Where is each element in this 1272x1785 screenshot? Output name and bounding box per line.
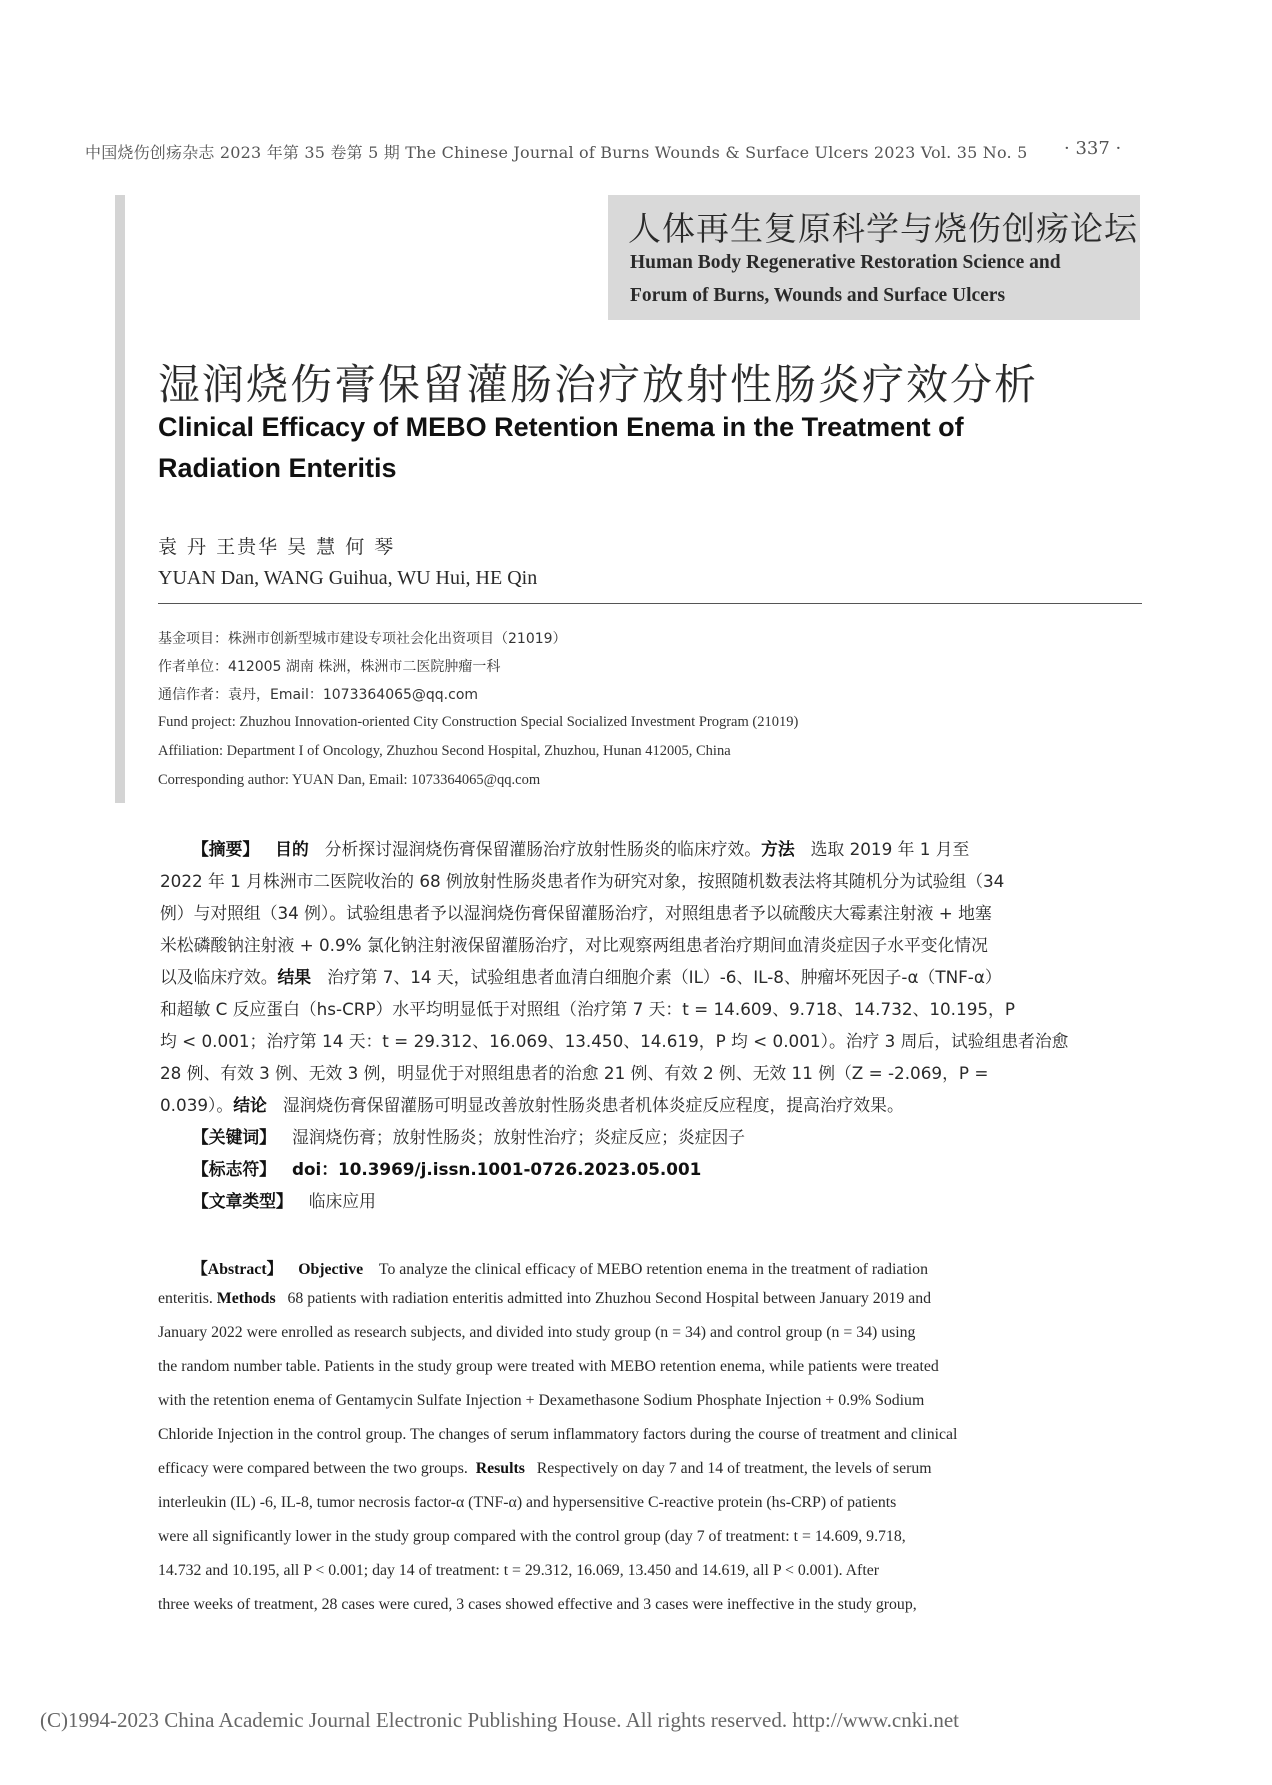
abstract-cn-line: 0.039）。结论 湿润烧伤膏保留灌肠可明显改善放射性肠炎患者机体炎症反应程度，提高治疗效果。 [160, 1095, 904, 1115]
affiliation-en: Affiliation: Department I of Oncology, Zhuzhou Second Hospital, Zhuzhou, Hunan 412005, China [158, 743, 731, 759]
objective-label-cn: 目的 [275, 839, 309, 859]
abstract-en-label: 【Abstract】 [192, 1261, 283, 1278]
abstract-cn-line: 28 例、有效 3 例、无效 3 例，明显优于对照组患者的治愈 21 例、有效 2 例、无效 11 例（Z = -2.069，P = [160, 1063, 989, 1083]
affiliation-cn: 作者单位：412005 湖南 株洲，株洲市二医院肿瘤一科 [158, 659, 501, 675]
keywords-label: 【关键词】 [192, 1127, 276, 1147]
forum-title-cn: 人体再生复原科学与烧伤创疡论坛 [628, 209, 1138, 248]
forum-title-en-line2: Forum of Burns, Wounds and Surface Ulcers [630, 285, 1006, 306]
objective-label-en: Objective [298, 1261, 364, 1278]
results-label-en: Results [475, 1460, 525, 1477]
article-type-label: 【文章类型】 [192, 1191, 293, 1211]
abstract-en-line: were all significantly lower in the study group compared with the control group (day 7 of treatment: t = 14.609, 9.718, [158, 1528, 906, 1545]
article-title-en-line2: Radiation Enteritis [158, 453, 397, 483]
fund-cn: 基金项目：株洲市创新型城市建设专项社会化出资项目（21019） [158, 631, 567, 647]
abstract-cn-line: 米松磷酸钠注射液 + 0.9% 氯化钠注射液保留灌肠治疗，对比观察两组患者治疗期间血清炎症因子水平变化情况 [160, 935, 988, 955]
copyright-footer: (C)1994-2023 China Academic Journal Electronic Publishing House. All rights reserved. http://www.cnki.net [40, 1708, 959, 1732]
abstract-en-line: Chloride Injection in the control group. The changes of serum inflammatory factors during the course of treatment and clinical [158, 1426, 958, 1443]
methods-label-cn: 方法 [761, 839, 795, 859]
abstract-en-line: 14.732 and 10.195, all P < 0.001; day 14 of treatment: t = 29.312, 16.069, 13.450 and 14.619, all P < 0.001). After [158, 1562, 879, 1579]
correspondence-en: Corresponding author: YUAN Dan, Email: 1073364065@qq.com [158, 772, 541, 788]
correspondence-cn: 通信作者：袁丹，Email：1073364065@qq.com [158, 687, 479, 703]
abstract-en-line: three weeks of treatment, 28 cases were cured, 3 cases showed effective and 3 cases were ineffective in the study group, [158, 1596, 917, 1613]
authors-cn: 袁 丹 王贵华 吴 慧 何 琴 [158, 536, 396, 558]
abstract-en-line: efficacy were compared between the two groups. Results Respectively on day 7 and 14 of treatment, the levels of serum [158, 1460, 932, 1477]
article-type-row [192, 1188, 376, 1212]
divider-rule [158, 603, 1142, 604]
doi-value: doi：10.3969/j.issn.1001-0726.2023.05.001 [291, 1159, 702, 1179]
forum-title-en-line1: Human Body Regenerative Restoration Science and [630, 252, 1061, 273]
doi-row [192, 1156, 701, 1180]
abstract-en-line: the random number table. Patients in the study group were treated with MEBO retention enema, while patients were treated [158, 1358, 939, 1375]
abstract-cn-label: 【摘要】 [192, 839, 260, 859]
article-title-cn: 湿润烧伤膏保留灌肠治疗放射性肠炎疗效分析 [158, 360, 1039, 409]
left-margin-bar [115, 195, 125, 803]
abstract-cn-line: 均 < 0.001；治疗第 14 天：t = 29.312、16.069、13.450、14.619，P 均 < 0.001）。治疗 3 周后，试验组患者治愈 [160, 1031, 1069, 1051]
article-type: 临床应用 [308, 1191, 376, 1211]
doi-label: 【标志符】 [192, 1159, 276, 1179]
abstract-en-line: January 2022 were enrolled as research subjects, and divided into study group (n = 34) and control group (n = 34) using [158, 1324, 916, 1341]
abstract-cn-line: 和超敏 C 反应蛋白（hs-CRP）水平均明显低于对照组（治疗第 7 天：t = 14.609、9.718、14.732、10.195，P [160, 999, 1015, 1019]
abstract-cn-line: 例）与对照组（34 例）。试验组患者予以湿润烧伤膏保留灌肠治疗，对照组患者予以硫酸庆大霉素注射液 + 地塞 [160, 903, 992, 923]
abstract-cn-line: 2022 年 1 月株洲市二医院收治的 68 例放射性肠炎患者作为研究对象，按照随机数表法将其随机分为试验组（34 [160, 871, 1005, 891]
abstract-en-line: 【Abstract】 Objective To analyze the clinical efficacy of MEBO retention enema in the treatment of radiation [192, 1261, 928, 1278]
abstract-en-line: enteritis. Methods 68 patients with radiation enteritis admitted into Zhuzhou Second Hospital between January 2019 and [158, 1290, 932, 1307]
running-header: 中国烧伤创疡杂志 2023 年第 35 卷第 5 期 The Chinese Journal of Burns Wounds & Surface Ulcers 2023 Vol. 35 No. 5 [85, 143, 1028, 162]
abstract-en-line: interleukin (IL) -6, IL-8, tumor necrosis factor-α (TNF-α) and hypersensitive C-reactive protein (hs-CRP) of patients [158, 1494, 897, 1511]
page-number: · 337 · [1064, 138, 1122, 159]
keywords: 湿润烧伤膏；放射性肠炎；放射性治疗；炎症反应；炎症因子 [291, 1127, 746, 1147]
fund-en: Fund project: Zhuzhou Innovation-oriented City Construction Special Socialized Investment Program (21019) [158, 714, 799, 730]
methods-label-en: Methods [216, 1290, 276, 1307]
authors-en: YUAN Dan, WANG Guihua, WU Hui, HE Qin [158, 567, 538, 589]
results-label-cn: 结果 [277, 967, 312, 987]
keywords-row [192, 1124, 745, 1148]
conclusion-label-cn: 结论 [233, 1095, 267, 1115]
abstract-en-line: with the retention enema of Gentamycin Sulfate Injection + Dexamethasone Sodium Phosphate Injection + 0.9% Sodium [158, 1392, 925, 1409]
article-title-en-line1: Clinical Efficacy of MEBO Retention Enema in the Treatment of [158, 412, 964, 442]
abstract-cn-line: 【摘要】 目的 分析探讨湿润烧伤膏保留灌肠治疗放射性肠炎的临床疗效。方法 选取 2019 年 1 月至 [192, 839, 970, 859]
abstract-cn-line: 以及临床疗效。结果 治疗第 7、14 天，试验组患者血清白细胞介素（IL）-6、IL-8、肿瘤坏死因子-α（TNF-α） [160, 967, 1002, 987]
